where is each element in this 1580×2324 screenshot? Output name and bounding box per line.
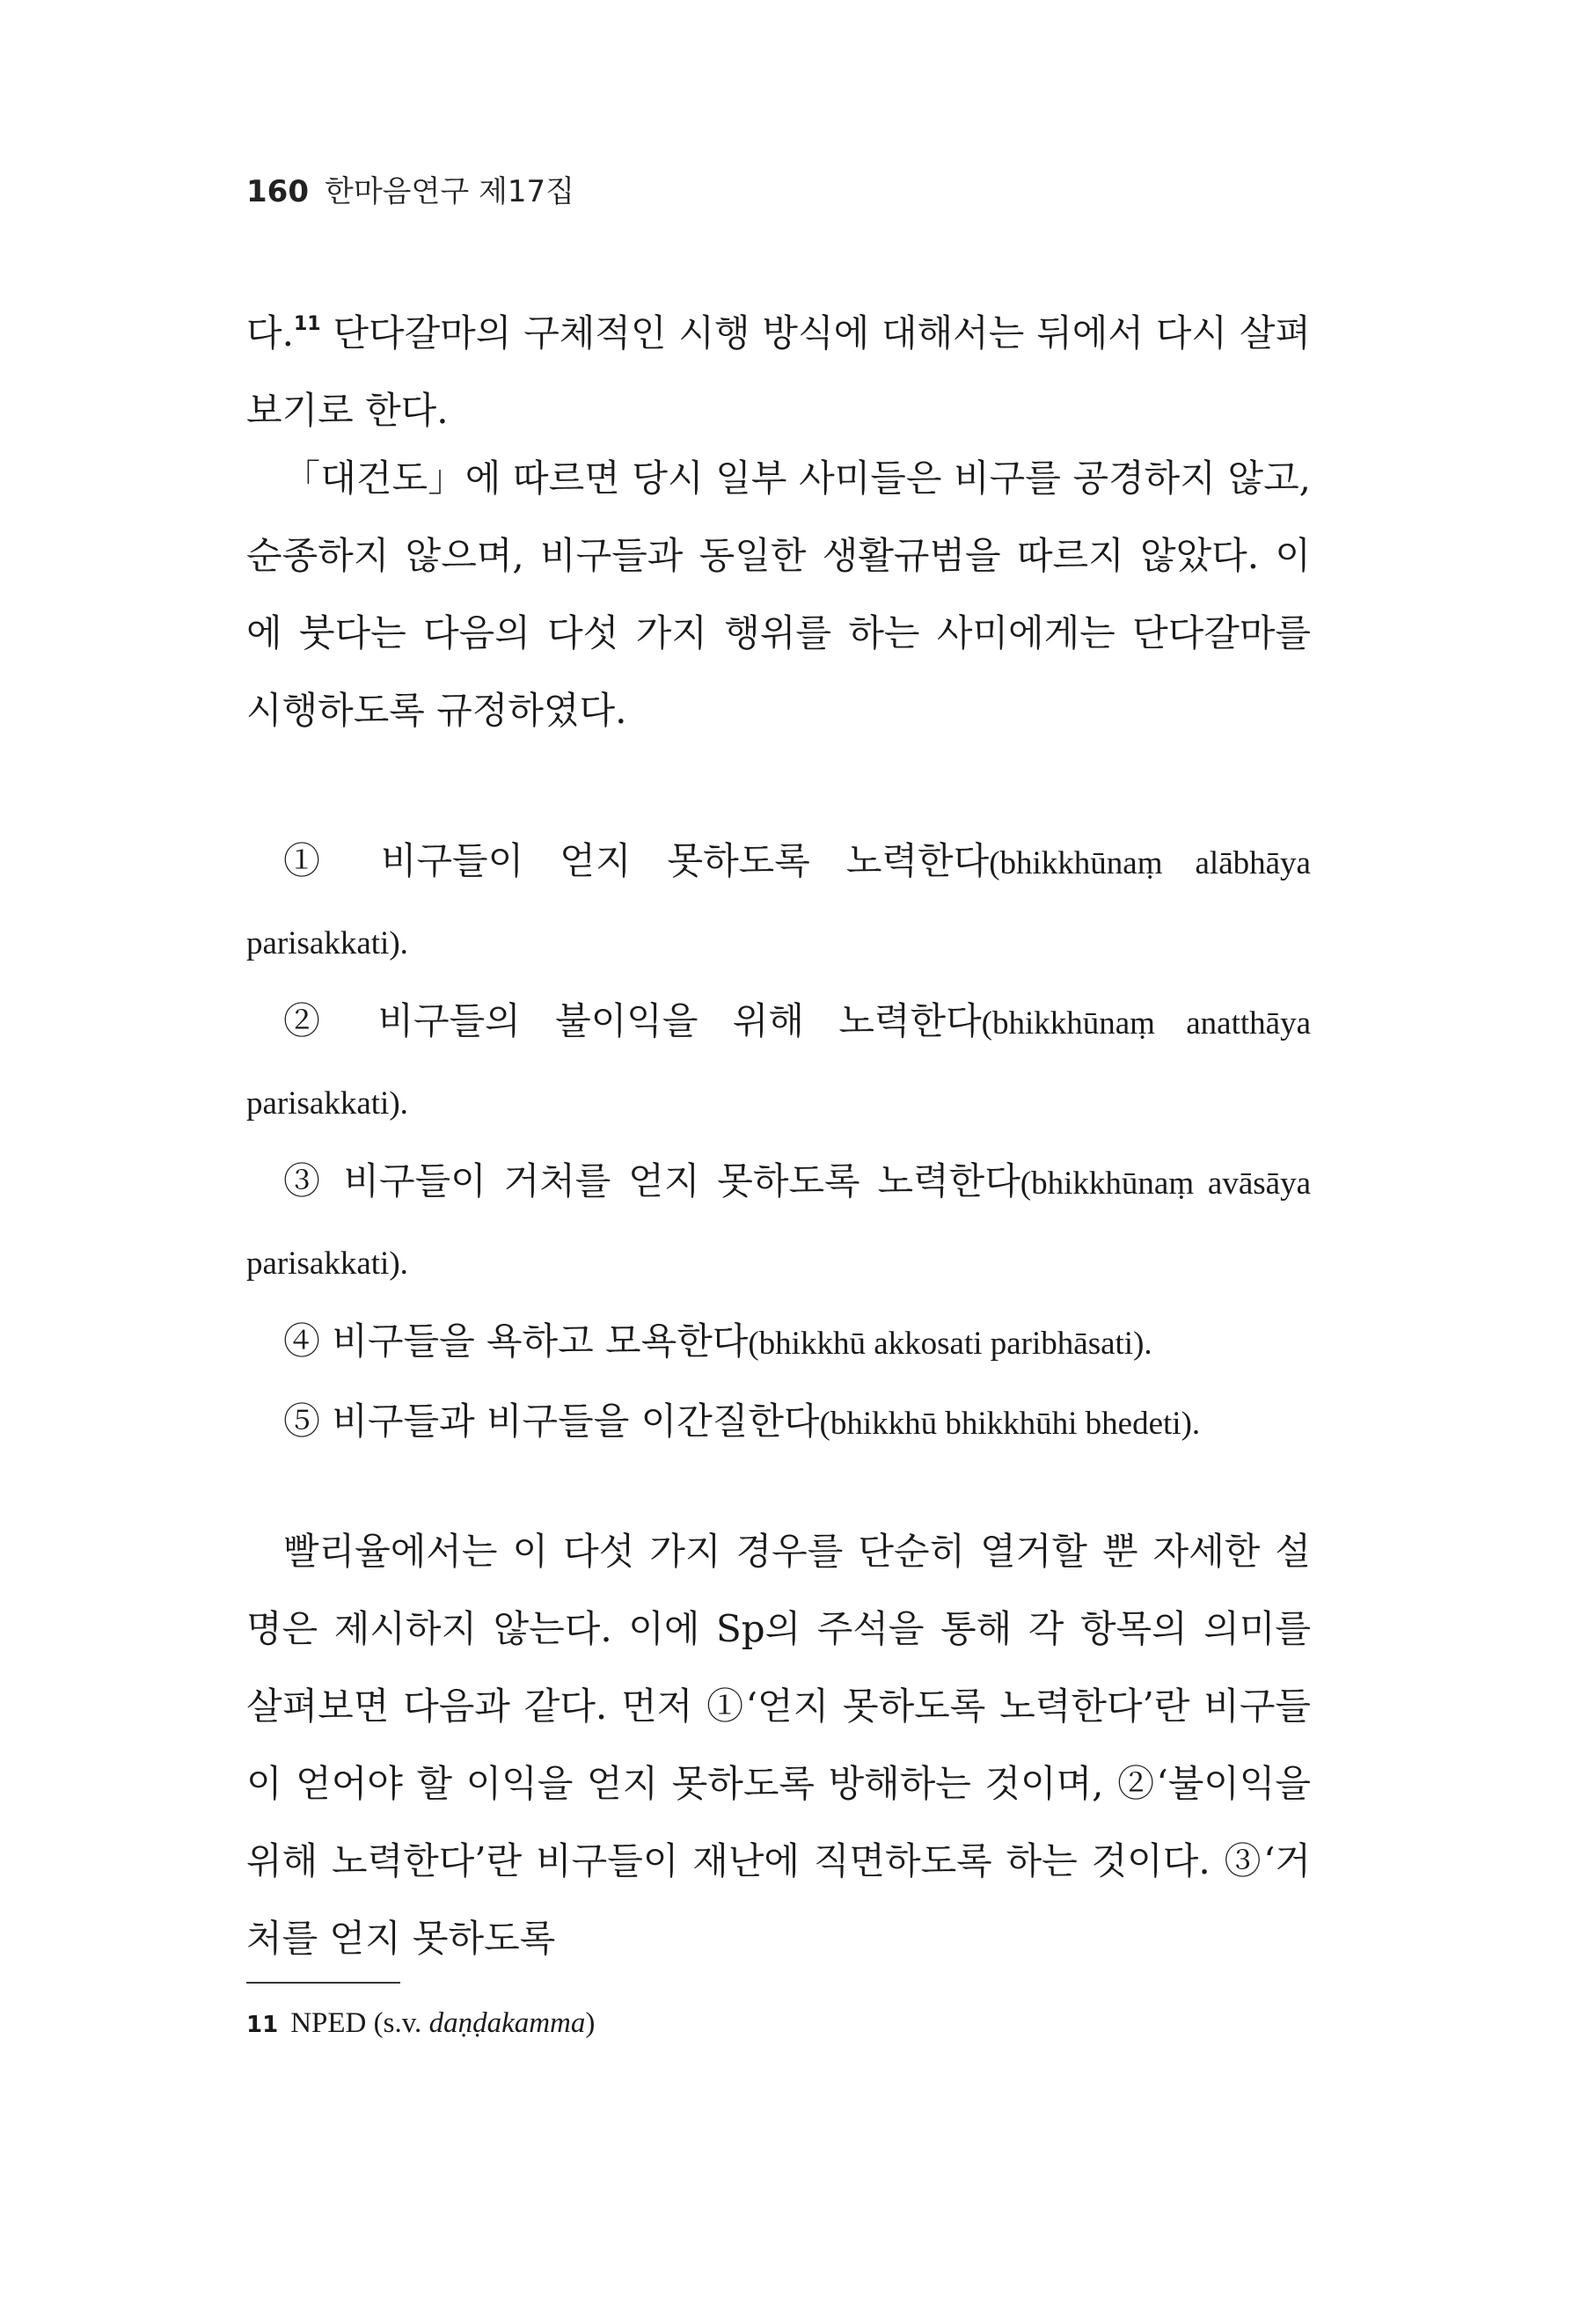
- item-korean: ④ 비구들을 욕하고 모욕한다: [283, 1319, 749, 1363]
- item-korean: ③ 비구들이 거처를 얻지 못하도록 노력한다: [283, 1159, 1020, 1202]
- paragraph-2: 「대건도」에 따르면 당시 일부 사미들은 비구를 공경하지 않고, 순종하지 않으며, 비구들과 동일한 생활규범을 따르지 않았다. 이에 붓다는 다음의 다섯 가지 행위를 하는 사미에게는 단다갈마를 시행하도록 규정하였다.: [246, 457, 1311, 732]
- item-pali: (bhikkhūnaṃ avāsāya parisakkati).: [246, 1166, 1311, 1282]
- running-header: [246, 167, 574, 210]
- footnote-number: 11: [246, 2012, 279, 2038]
- item-pali: (bhikkhū akkosati paribhāsati).: [748, 1326, 1152, 1362]
- journal-title: 한마음연구 제17집: [324, 174, 574, 209]
- list-item: [246, 1143, 1311, 1303]
- item-pali: (bhikkhū bhikkhūhi bhedeti).: [819, 1406, 1201, 1442]
- item-pali: (bhikkhūnaṃ alābhāya parisakkati).: [246, 845, 1311, 961]
- list-item: [246, 1303, 1311, 1383]
- footnote-text-b: ): [585, 2007, 596, 2039]
- item-korean: ① 비구들이 얻지 못하도록 노력한다: [283, 839, 990, 882]
- list-item: [246, 1383, 1311, 1463]
- footnote-reference[interactable]: 11: [293, 313, 321, 335]
- item-korean: ② 비구들의 불이익을 위해 노력한다: [283, 999, 982, 1042]
- paragraph-3: 빨리율에서는 이 다섯 가지 경우를 단순히 열거할 뿐 자세한 설명은 제시하지 않는다. 이에 Sp의 주석을 통해 각 항목의 의미를 살펴보면 다음과 같다. 먼저 ①‘얻지 못하도록 노력한다’란 비구들이 얻어야 할 이익을 얻지 못하도록 방해하는 것이며, ②‘불이익을 위해 노력한다’란 비구들이 재난에 직면하도록 하는 것이다. ③‘거처를 얻지 못하도록: [246, 1530, 1311, 1960]
- rule-list: [246, 822, 1311, 1463]
- item-pali: (bhikkhūnaṃ anatthāya parisakkati).: [246, 1005, 1311, 1122]
- list-item: [246, 822, 1311, 983]
- paragraph-1: [246, 286, 1311, 449]
- page-number: 160: [246, 174, 309, 209]
- footnote-divider: [246, 1982, 400, 1984]
- paragraph-1-text-a: 다.: [246, 311, 294, 354]
- footnote: [246, 2007, 595, 2040]
- list-item: [246, 983, 1311, 1143]
- footnote-text-a: NPED (s.v.: [290, 2007, 429, 2039]
- item-korean: ⑤ 비구들과 비구들을 이간질한다: [283, 1400, 820, 1443]
- footnote-term: daṇḍakamma: [428, 2007, 586, 2039]
- paragraph-1-text-b: 단다갈마의 구체적인 시행 방식에 대해서는 뒤에서 다시 살펴보기로 한다.: [246, 311, 1311, 432]
